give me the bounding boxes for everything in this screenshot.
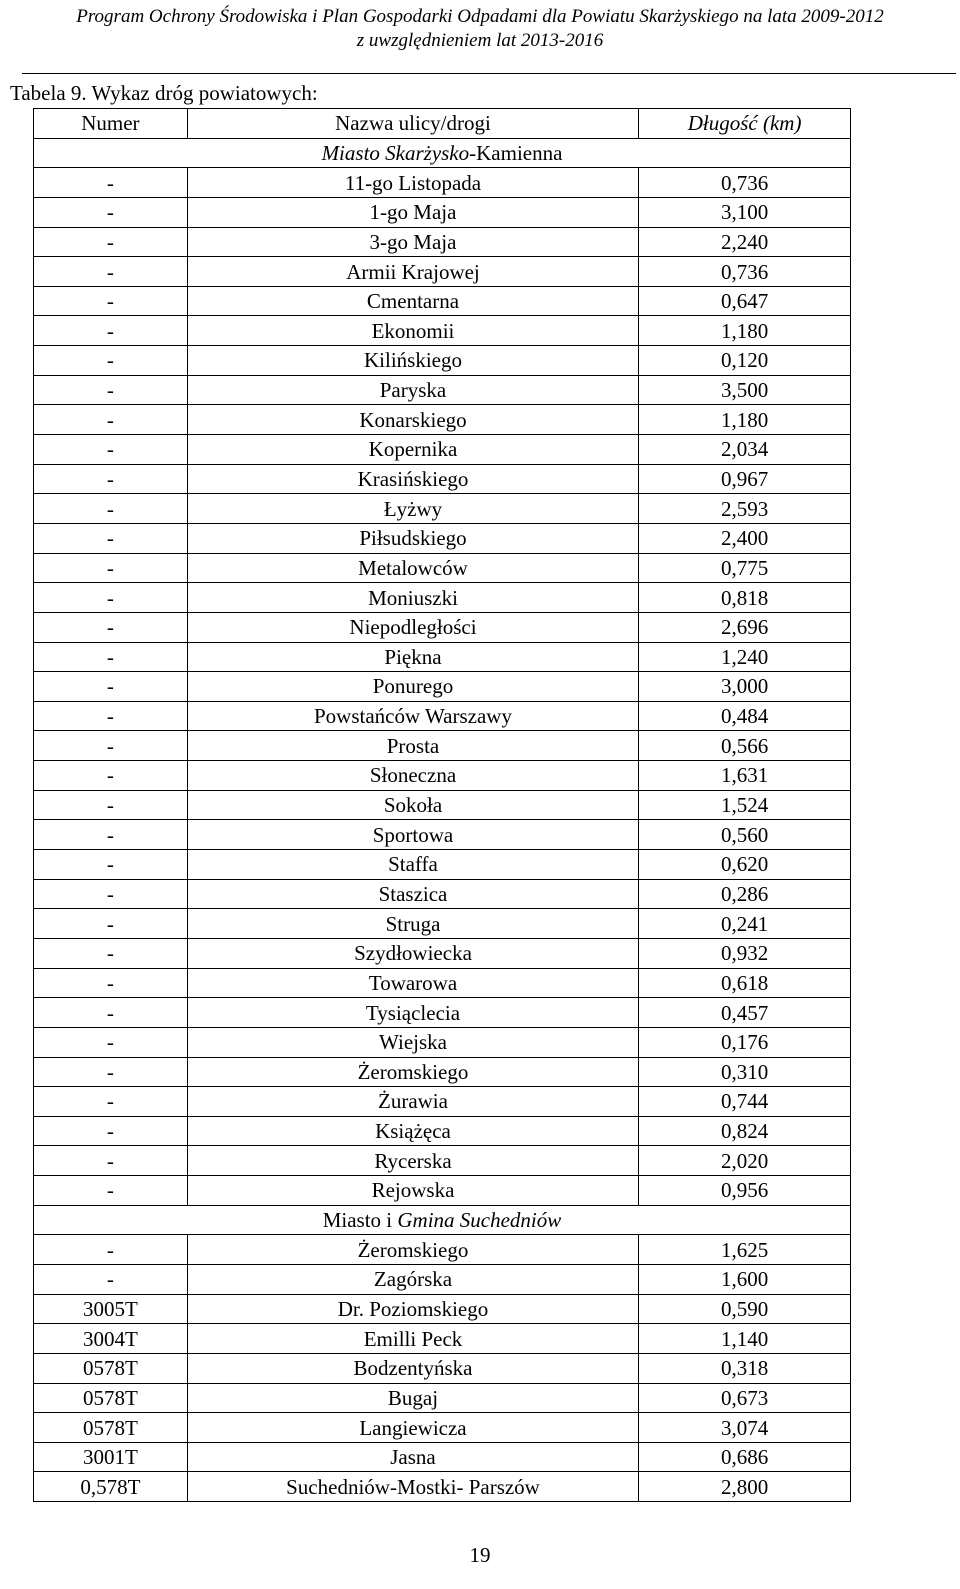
cell-length: 0,647 <box>639 286 851 316</box>
cell-number: 0578T <box>34 1383 188 1413</box>
cell-number: 0,578T <box>34 1472 188 1502</box>
cell-number: - <box>34 938 188 968</box>
table-row <box>34 1116 851 1146</box>
cell-length: 2,593 <box>639 494 851 524</box>
cell-name: Prosta <box>187 731 638 761</box>
cell-name: Jasna <box>187 1442 638 1472</box>
cell-number: - <box>34 316 188 346</box>
cell-name: Słoneczna <box>187 761 638 791</box>
page-number: 19 <box>469 1543 491 1567</box>
table-row <box>34 761 851 791</box>
table-row <box>34 197 851 227</box>
table-row <box>34 642 851 672</box>
table-row <box>34 612 851 642</box>
cell-length: 1,240 <box>639 642 851 672</box>
table-row <box>34 820 851 850</box>
cell-name: Ponurego <box>187 672 638 702</box>
cell-number: - <box>34 761 188 791</box>
table-row <box>34 227 851 257</box>
cell-name: Staffa <box>187 850 638 880</box>
cell-length: 1,631 <box>639 761 851 791</box>
cell-number: - <box>34 583 188 613</box>
cell-number: - <box>34 642 188 672</box>
header-rule <box>22 73 956 74</box>
table-row <box>34 553 851 583</box>
cell-number: - <box>34 672 188 702</box>
cell-length: 2,400 <box>639 523 851 553</box>
cell-name: 11-go Listopada <box>187 168 638 198</box>
table-row <box>34 435 851 465</box>
cell-number: - <box>34 790 188 820</box>
cell-length: 0,775 <box>639 553 851 583</box>
cell-length: 0,736 <box>639 257 851 287</box>
cell-length: 0,457 <box>639 998 851 1028</box>
table-row <box>34 583 851 613</box>
cell-length: 0,736 <box>639 168 851 198</box>
cell-length: 1,625 <box>639 1235 851 1265</box>
cell-name: Wiejska <box>187 1027 638 1057</box>
cell-length: 1,180 <box>639 405 851 435</box>
cell-length: 0,618 <box>639 968 851 998</box>
section-title-italic: Miasto Skarżysko <box>321 140 470 165</box>
cell-name: Emilli Peck <box>187 1324 638 1354</box>
col-header-length: Długość (km) <box>639 109 851 139</box>
cell-length: 2,034 <box>639 435 851 465</box>
cell-name: Rycerska <box>187 1146 638 1176</box>
cell-number: 0578T <box>34 1413 188 1443</box>
table-row <box>34 257 851 287</box>
table-header-row <box>34 109 851 139</box>
cell-length: 3,500 <box>639 375 851 405</box>
table-row <box>34 375 851 405</box>
table-row <box>34 879 851 909</box>
cell-number: - <box>34 346 188 376</box>
cell-name: Piłsudskiego <box>187 523 638 553</box>
table-row <box>34 464 851 494</box>
table-row <box>34 523 851 553</box>
cell-length: 0,824 <box>639 1116 851 1146</box>
cell-name: Konarskiego <box>187 405 638 435</box>
cell-length: 1,180 <box>639 316 851 346</box>
cell-length: 1,140 <box>639 1324 851 1354</box>
cell-number: - <box>34 197 188 227</box>
cell-name: Towarowa <box>187 968 638 998</box>
cell-name: Powstańców Warszawy <box>187 701 638 731</box>
cell-name: 3-go Maja <box>187 227 638 257</box>
cell-number: - <box>34 1116 188 1146</box>
cell-name: Suchedniów-Mostki- Parszów <box>187 1472 638 1502</box>
table-row <box>34 850 851 880</box>
cell-number: - <box>34 286 188 316</box>
cell-number: - <box>34 168 188 198</box>
cell-length: 3,074 <box>639 1413 851 1443</box>
table-row <box>34 1294 851 1324</box>
table-row <box>34 1413 851 1443</box>
cell-number: - <box>34 701 188 731</box>
cell-number: - <box>34 820 188 850</box>
cell-name: Metalowców <box>187 553 638 583</box>
cell-number: - <box>34 998 188 1028</box>
cell-number: - <box>34 1176 188 1206</box>
cell-number: - <box>34 1264 188 1294</box>
section-row-skarzysko <box>34 138 851 168</box>
section-row-suchedniow <box>34 1205 851 1235</box>
cell-name: Piękna <box>187 642 638 672</box>
cell-name: Cmentarna <box>187 286 638 316</box>
table-row <box>34 731 851 761</box>
table-row <box>34 1235 851 1265</box>
cell-length: 0,286 <box>639 879 851 909</box>
cell-length: 0,744 <box>639 1087 851 1117</box>
cell-number: - <box>34 405 188 435</box>
section-heading <box>34 138 851 168</box>
cell-name: Niepodległości <box>187 612 638 642</box>
cell-number: - <box>34 494 188 524</box>
cell-length: 0,686 <box>639 1442 851 1472</box>
cell-name: Żeromskiego <box>187 1235 638 1265</box>
cell-name: Bugaj <box>187 1383 638 1413</box>
cell-name: Książęca <box>187 1116 638 1146</box>
table-row <box>34 1146 851 1176</box>
cell-number: - <box>34 909 188 939</box>
cell-number: - <box>34 553 188 583</box>
roads-table <box>33 108 851 1502</box>
table-row <box>34 1087 851 1117</box>
cell-name: Paryska <box>187 375 638 405</box>
cell-name: 1-go Maja <box>187 197 638 227</box>
cell-name: Kilińskiego <box>187 346 638 376</box>
cell-number: - <box>34 968 188 998</box>
cell-number: - <box>34 257 188 287</box>
section-heading <box>34 1205 851 1235</box>
table-body <box>34 138 851 1501</box>
cell-length: 0,956 <box>639 1176 851 1206</box>
cell-name: Kopernika <box>187 435 638 465</box>
cell-length: 2,020 <box>639 1146 851 1176</box>
table-row <box>34 168 851 198</box>
table-row <box>34 672 851 702</box>
cell-name: Łyżwy <box>187 494 638 524</box>
cell-name: Tysiąclecia <box>187 998 638 1028</box>
cell-number: - <box>34 731 188 761</box>
cell-name: Staszica <box>187 879 638 909</box>
cell-number: - <box>34 1235 188 1265</box>
cell-number: - <box>34 879 188 909</box>
cell-name: Struga <box>187 909 638 939</box>
section-title-plain: Miasto i <box>322 1208 398 1233</box>
cell-length: 0,673 <box>639 1383 851 1413</box>
cell-name: Ekonomii <box>187 316 638 346</box>
cell-length: 0,176 <box>639 1027 851 1057</box>
table-row <box>34 790 851 820</box>
cell-name: Bodzentyńska <box>187 1353 638 1383</box>
cell-length: 0,310 <box>639 1057 851 1087</box>
table-row <box>34 1442 851 1472</box>
cell-length: 3,100 <box>639 197 851 227</box>
cell-name: Dr. Poziomskiego <box>187 1294 638 1324</box>
cell-name: Krasińskiego <box>187 464 638 494</box>
cell-length: 1,524 <box>639 790 851 820</box>
cell-name: Zagórska <box>187 1264 638 1294</box>
cell-number: - <box>34 1057 188 1087</box>
cell-length: 0,590 <box>639 1294 851 1324</box>
cell-name: Armii Krajowej <box>187 257 638 287</box>
table-row <box>34 1383 851 1413</box>
table-caption: Tabela 9. Wykaz dróg powiatowych: <box>10 81 318 105</box>
cell-number: 3001T <box>34 1442 188 1472</box>
cell-name: Żurawia <box>187 1087 638 1117</box>
cell-number: - <box>34 1146 188 1176</box>
cell-length: 0,318 <box>639 1353 851 1383</box>
table-row <box>34 1472 851 1502</box>
cell-name: Moniuszki <box>187 583 638 613</box>
table-row <box>34 701 851 731</box>
cell-length: 0,241 <box>639 909 851 939</box>
cell-length: 0,566 <box>639 731 851 761</box>
cell-number: 0578T <box>34 1353 188 1383</box>
section-title-plain: -Kamienna <box>469 140 563 165</box>
section-title-italic: Gmina Suchedniów <box>397 1208 562 1233</box>
table-row <box>34 494 851 524</box>
table-row <box>34 1353 851 1383</box>
table-row <box>34 286 851 316</box>
table-row <box>34 1264 851 1294</box>
cell-number: - <box>34 227 188 257</box>
cell-number: 3005T <box>34 1294 188 1324</box>
table-row <box>34 1324 851 1354</box>
cell-length: 0,120 <box>639 346 851 376</box>
cell-name: Sokoła <box>187 790 638 820</box>
table-row <box>34 909 851 939</box>
cell-number: - <box>34 464 188 494</box>
header-line-1: Program Ochrony Środowiska i Plan Gospodarki Odpadami dla Powiatu Skarżyskiego na lata 2009-2012 <box>76 6 884 27</box>
cell-number: - <box>34 850 188 880</box>
table-row <box>34 1176 851 1206</box>
cell-name: Szydłowiecka <box>187 938 638 968</box>
cell-length: 0,818 <box>639 583 851 613</box>
table-row <box>34 968 851 998</box>
cell-number: - <box>34 523 188 553</box>
table-row <box>34 938 851 968</box>
cell-length: 0,620 <box>639 850 851 880</box>
cell-length: 0,967 <box>639 464 851 494</box>
col-header-number: Numer <box>34 109 188 139</box>
cell-number: - <box>34 1087 188 1117</box>
cell-number: - <box>34 612 188 642</box>
cell-number: - <box>34 435 188 465</box>
cell-name: Rejowska <box>187 1176 638 1206</box>
table-row <box>34 1057 851 1087</box>
cell-length: 2,240 <box>639 227 851 257</box>
running-header <box>0 0 960 53</box>
cell-number: - <box>34 1027 188 1057</box>
table-row <box>34 346 851 376</box>
cell-length: 1,600 <box>639 1264 851 1294</box>
cell-length: 3,000 <box>639 672 851 702</box>
cell-name: Żeromskiego <box>187 1057 638 1087</box>
cell-length: 0,484 <box>639 701 851 731</box>
cell-number: 3004T <box>34 1324 188 1354</box>
cell-number: - <box>34 375 188 405</box>
table-row <box>34 405 851 435</box>
header-line-2: z uwzględnieniem lat 2013-2016 <box>356 30 604 51</box>
table-row <box>34 316 851 346</box>
cell-length: 0,560 <box>639 820 851 850</box>
cell-name: Langiewicza <box>187 1413 638 1443</box>
table-row <box>34 1027 851 1057</box>
cell-name: Sportowa <box>187 820 638 850</box>
col-header-name: Nazwa ulicy/drogi <box>187 109 638 139</box>
cell-length: 2,800 <box>639 1472 851 1502</box>
table-row <box>34 998 851 1028</box>
cell-length: 0,932 <box>639 938 851 968</box>
cell-length: 2,696 <box>639 612 851 642</box>
